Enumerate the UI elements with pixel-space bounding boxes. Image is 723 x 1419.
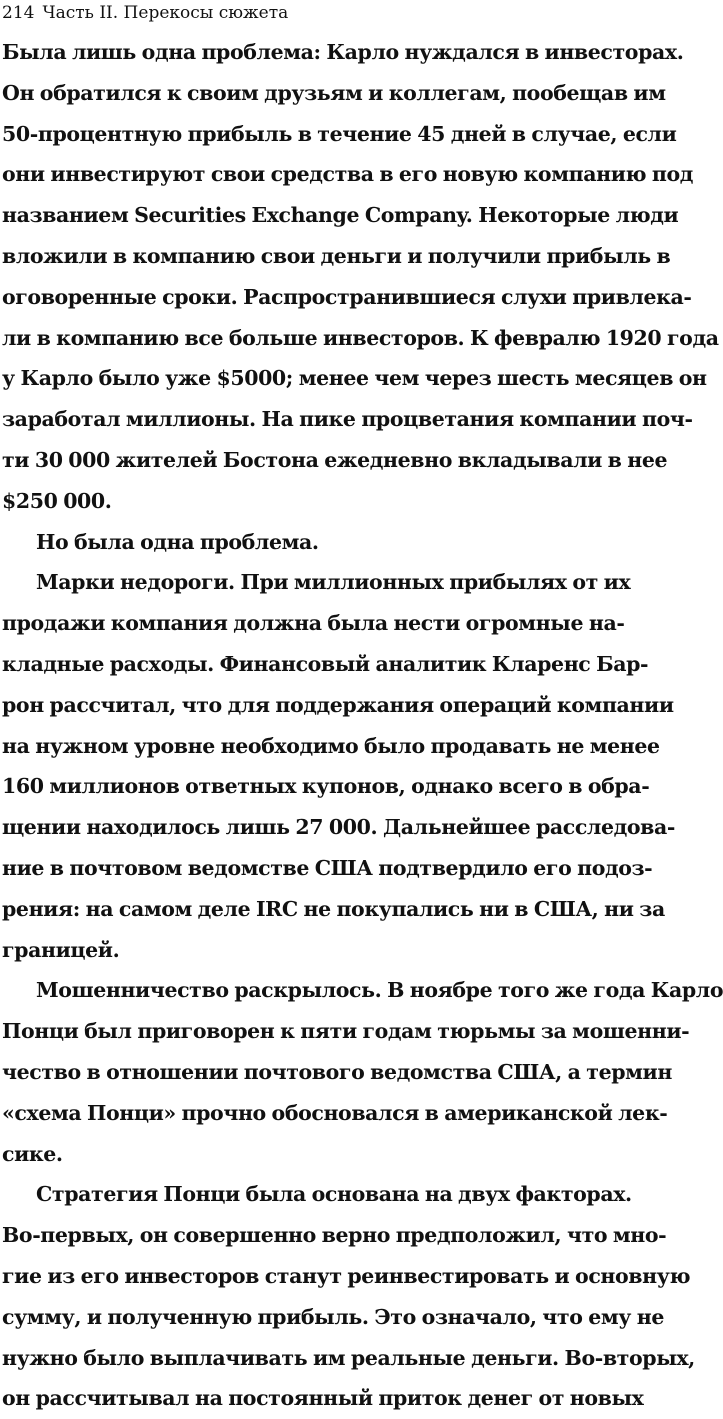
text-line: кладные расходы. Финансовый аналитик Кларенс Бар- (2, 651, 649, 676)
text-line: $250 000. (2, 488, 112, 513)
paragraph (2, 32, 719, 522)
text-line: нужно было выплачивать им реальные деньги. Во-вторых, (2, 1345, 695, 1370)
text-line: Но была одна проблема. (36, 529, 319, 554)
paragraph (2, 522, 618, 563)
text-line: сике. (2, 1141, 63, 1166)
text-line: Мошенничество раскрылось. В ноябре того же года Карло (36, 978, 723, 1003)
text-line: чество в отношении почтового ведомства США, а термин (2, 1059, 672, 1084)
text-line: у Карло было уже $5000; менее чем через шесть месяцев он (2, 366, 707, 391)
text-line: гие из его инвесторов станут реинвестировать и основную (2, 1263, 691, 1288)
text-line: Понци был приговорен к пяти годам тюрьмы за мошенни- (2, 1019, 690, 1044)
text-line: Во-первых, он совершенно верно предположил, что мно- (2, 1223, 667, 1248)
text-line: Он обратился к своим друзьям и коллегам, пообещав им (2, 80, 666, 105)
text-line: заработал миллионы. На пике процветания компании поч- (2, 407, 693, 432)
text-line: сумму, и полученную прибыль. Это означало, что ему не (2, 1304, 664, 1329)
text-line: они инвестируют свои средства в его новую компанию под (2, 162, 694, 187)
text-line: на нужном уровне необходимо было продавать не менее (2, 733, 660, 758)
text-line: рения: на самом деле IRC не покупались ни в США, ни за (2, 896, 665, 921)
text-line: «схема Понци» прочно обосновался в американской лек- (2, 1100, 668, 1125)
text-line: Была лишь одна проблема: Карло нуждался в инвесторах. (2, 40, 684, 64)
paragraph (2, 1174, 695, 1419)
paragraph (2, 970, 723, 1174)
text-line: вложили в компанию свои деньги и получили прибыль в (2, 243, 671, 268)
text-line: Стратегия Понци была основана на двух факторах. (36, 1182, 632, 1207)
text-line: продажи компания должна была нести огромные на- (2, 611, 625, 636)
body-text (2, 32, 723, 1419)
text-line: 50-процентную прибыль в течение 45 дней в случае, если (2, 121, 677, 146)
running-header (2, 2, 288, 24)
text-line: он рассчитывал на постоянный приток денег от новых (2, 1386, 644, 1411)
page-number: 214 (2, 3, 35, 23)
text-line: названием Securities Exchange Company. Некоторые люди (2, 203, 679, 228)
text-line: щении находилось лишь 27 000. Дальнейшее расследова- (2, 815, 675, 840)
text-line: рон рассчитал, что для поддержания операций компании (2, 692, 674, 717)
text-line: 160 миллионов ответных купонов, однако всего в обра- (2, 774, 650, 799)
text-line: Марки недороги. При миллионных прибылях от их (36, 570, 631, 595)
paragraph (2, 562, 675, 970)
running-title: Часть II. Перекосы сюжета (42, 3, 289, 23)
text-line: ние в почтовом ведомстве США подтвердило его подоз- (2, 855, 653, 880)
text-line: границей. (2, 937, 120, 962)
text-line: ти 30 000 жителей Бостона ежедневно вкладывали в нее (2, 447, 668, 472)
text-line: ли в компанию все больше инвесторов. К февралю 1920 года (2, 325, 719, 350)
text-line: оговоренные сроки. Распространившиеся слухи привлека- (2, 284, 692, 309)
